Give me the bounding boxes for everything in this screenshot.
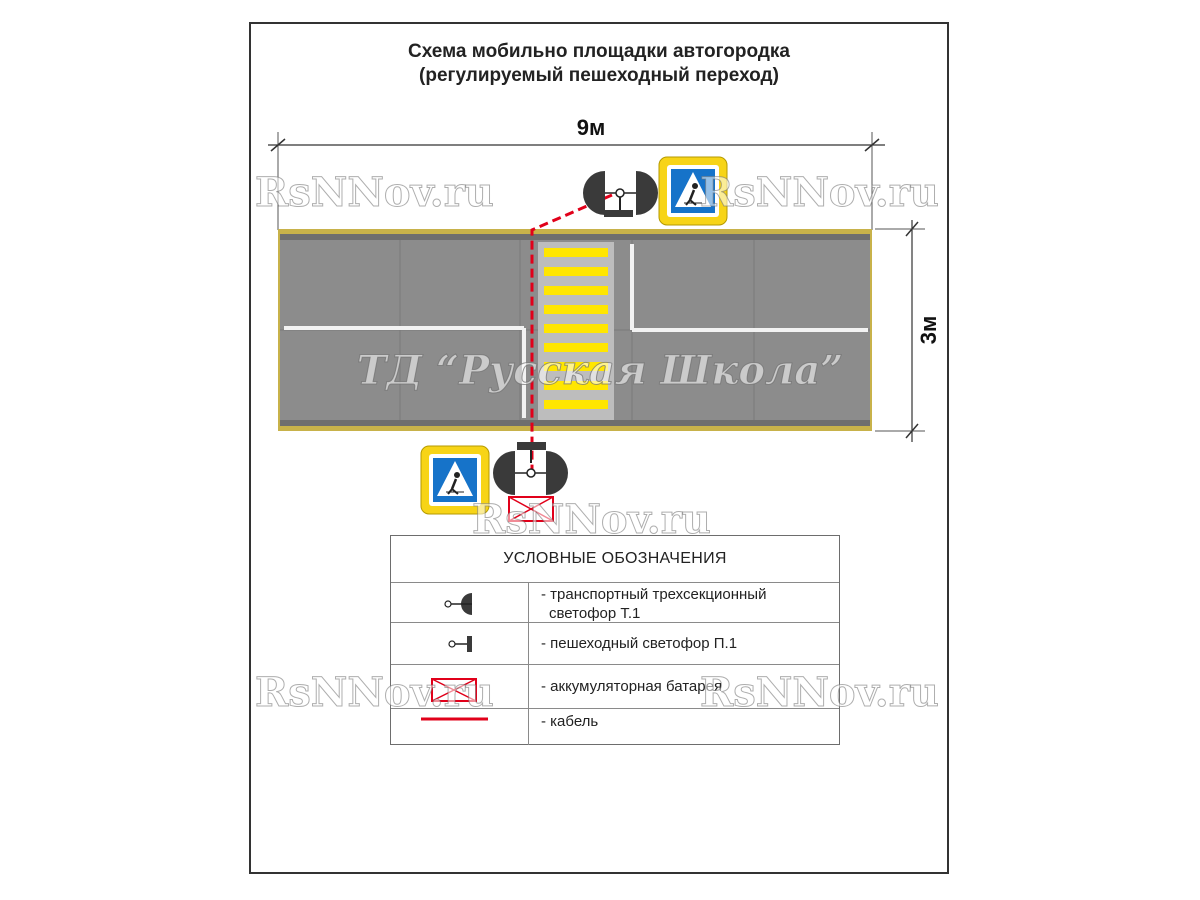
vehicle-signal-icon: [391, 582, 529, 623]
cable-icon: [391, 709, 529, 745]
height-label: 3м: [916, 315, 941, 345]
battery-icon: [509, 497, 553, 521]
pedestrian-signal-icon: [517, 442, 546, 450]
top-signal-group: [583, 171, 658, 217]
watermark-brand: ТД “Русская Школа”: [356, 347, 844, 394]
legend-row-cable: [391, 709, 839, 745]
legend-symbol-cell: [391, 582, 529, 622]
watermark-site-1: RsNNov.ru: [255, 169, 494, 216]
legend-row-battery: [391, 665, 839, 709]
width-dimension: [268, 115, 885, 230]
battery-icon: [391, 665, 529, 709]
bottom-signal-group: [493, 442, 568, 521]
legend-table: [390, 535, 840, 745]
vehicle-signal-icon: [636, 171, 658, 215]
title-line-1: Схема мобильно площадки автогородка: [407, 41, 790, 62]
legend-header: УСЛОВНЫЕ ОБОЗНАЧЕНИЯ: [391, 536, 839, 583]
vehicle-signal-icon: [546, 451, 568, 495]
legend-text-cable: - кабель: [541, 713, 599, 730]
legend-row-vehicle-signal: [391, 582, 839, 623]
title-line-2: (регулируемый пешеходный переход): [419, 65, 779, 86]
pedestrian-crossing-sign-bottom: [421, 446, 489, 514]
watermark-site-3: RsNNov.ru: [472, 496, 711, 543]
legend-symbol-cell: [391, 709, 529, 745]
watermark-site-5: RsNNov.ru: [700, 669, 939, 716]
legend-symbol-cell: [391, 623, 529, 664]
legend-text-battery: - аккумуляторная батарея: [541, 678, 723, 695]
vehicle-signal-icon: [583, 171, 605, 215]
width-label: 9м: [576, 115, 606, 140]
height-dimension: [875, 220, 941, 442]
watermark-site-4: RsNNov.ru: [255, 669, 494, 716]
vehicle-signal-icon: [493, 451, 515, 495]
pedestrian-crossing-sign-top: [659, 157, 727, 225]
zebra-crossing: [538, 242, 614, 420]
legend-symbol-cell: [391, 665, 529, 708]
watermark-site-2: RsNNov.ru: [700, 169, 939, 216]
pedestrian-signal-icon: [604, 210, 633, 217]
legend-text-pedestrian-signal: - пешеходный светофор П.1: [541, 635, 738, 652]
pedestrian-signal-icon: [391, 623, 529, 665]
legend-row-pedestrian-signal: [391, 623, 839, 665]
legend-text-vehicle-signal: - транспортный трехсекционный светофор Т.1: [541, 586, 767, 622]
